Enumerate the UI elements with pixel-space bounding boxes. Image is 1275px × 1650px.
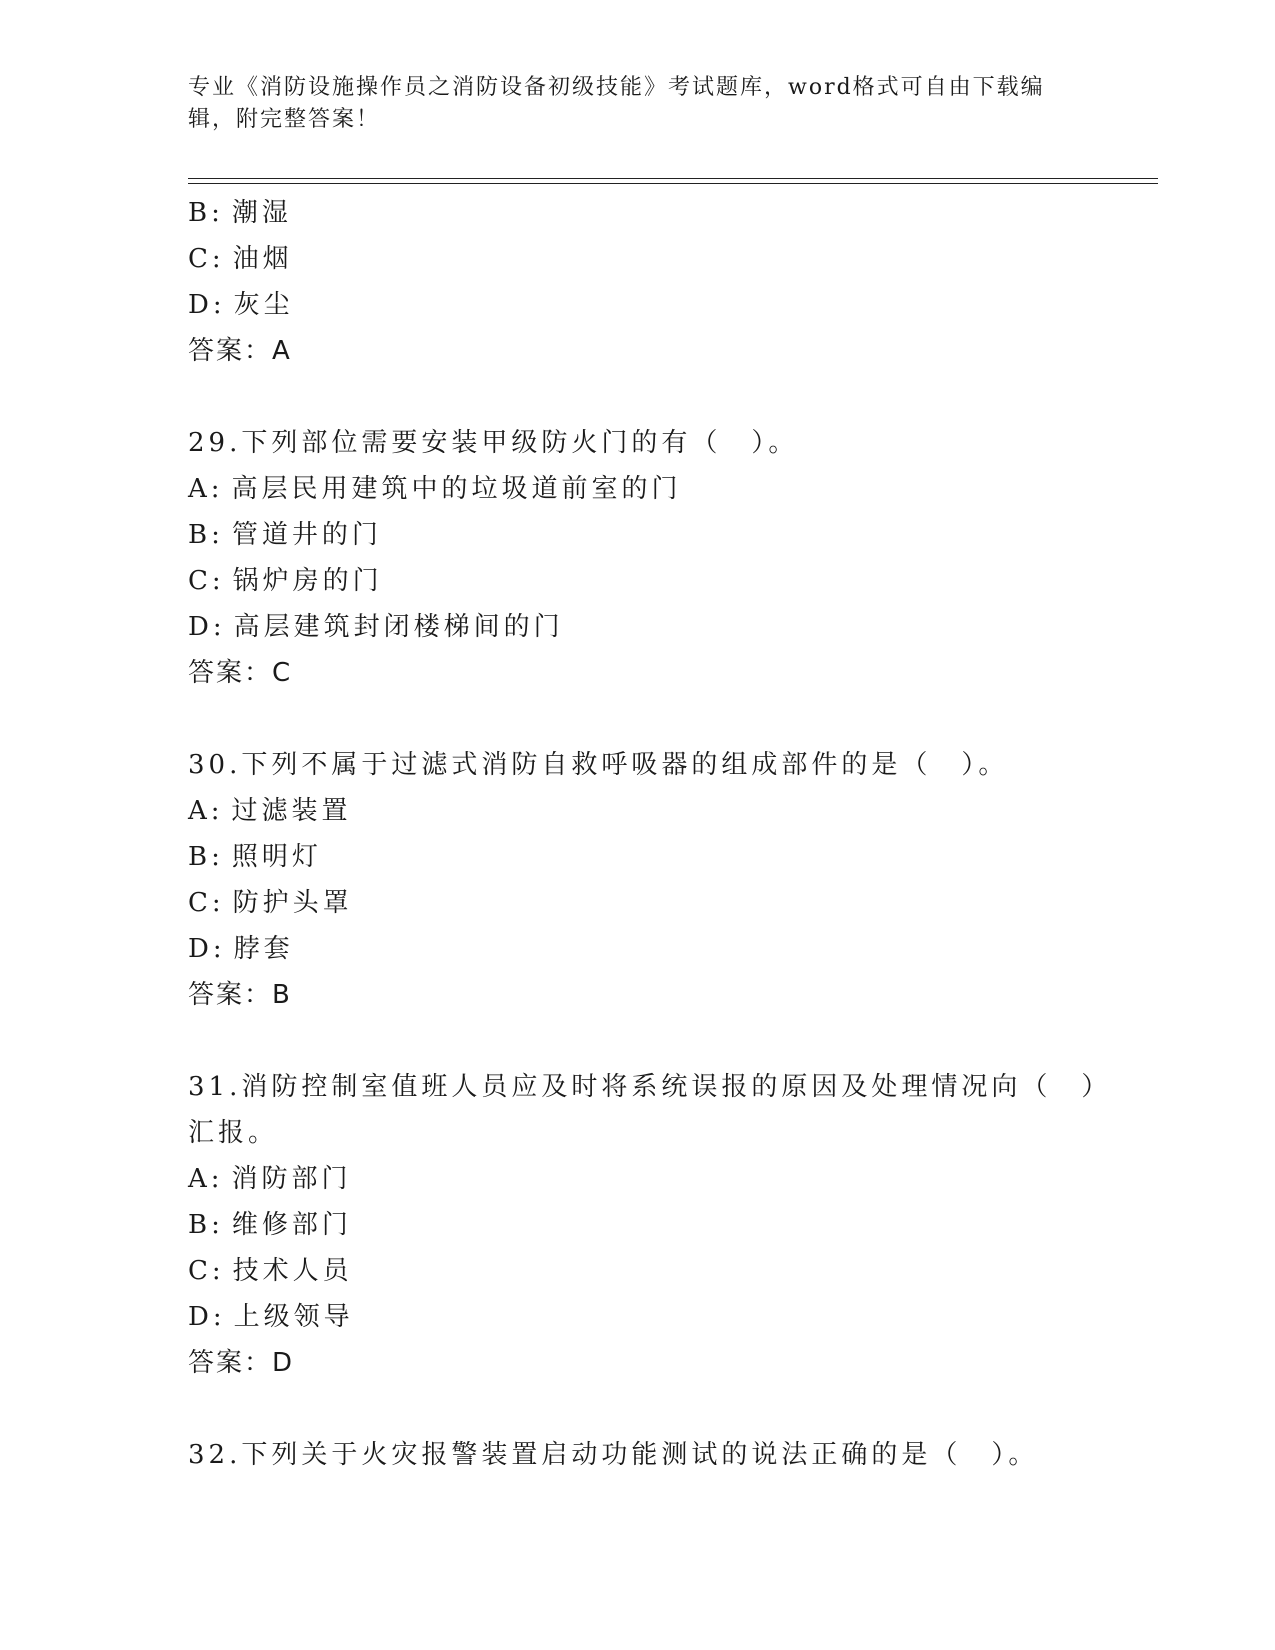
- spacer: [188, 1386, 1088, 1432]
- option-label: C:: [188, 1256, 225, 1286]
- option-text: 锅炉房的门: [232, 566, 383, 596]
- option-c: [188, 880, 1088, 926]
- option-text: 高层建筑封闭楼梯间的门: [233, 612, 564, 642]
- option-c: [188, 236, 1088, 282]
- option-text: 照明灯: [231, 842, 322, 872]
- answer-line: 答案：C: [188, 658, 293, 688]
- option-label: B:: [188, 1210, 224, 1240]
- option-text: 管道井的门: [231, 520, 382, 550]
- option-text: 高层民用建筑中的垃圾道前室的门: [231, 474, 682, 504]
- option-d: [188, 1294, 1088, 1340]
- document-header: [188, 72, 1068, 136]
- question-list: [188, 190, 1112, 1478]
- question-text: 30.下列不属于过滤式消防自救呼吸器的组成部件的是（ ）。: [188, 750, 1009, 780]
- option-c: [188, 1248, 1088, 1294]
- option-label: A:: [188, 1164, 224, 1194]
- option-text: 防护头罩: [232, 888, 353, 918]
- answer-line: 答案：A: [188, 336, 292, 366]
- option-d: [188, 282, 1088, 328]
- question-text-line-1: 31.消防控制室值班人员应及时将系统误报的原因及处理情况向（ ）: [188, 1072, 1112, 1102]
- header-divider-top: [188, 178, 1158, 179]
- question-text: 29.下列部位需要安装甲级防火门的有（ ）。: [188, 428, 799, 458]
- option-a: [188, 1156, 1088, 1202]
- option-d: [188, 926, 1088, 972]
- option-text: 消防部门: [231, 1164, 352, 1194]
- option-label: B:: [188, 198, 224, 228]
- answer-line: 答案：D: [188, 1348, 295, 1378]
- option-text: 过滤装置: [231, 796, 352, 826]
- answer-line: 答案：B: [188, 980, 292, 1010]
- prev-question-block: [188, 190, 1088, 374]
- header-line-2: 辑，附完整答案！: [188, 107, 381, 132]
- option-b: [188, 512, 1088, 558]
- option-label: D:: [188, 1302, 226, 1332]
- header-line-1: 专业《消防设施操作员之消防设备初级技能》考试题库，word格式可自由下载编: [188, 75, 1045, 100]
- question-text-line-2: 汇报。: [188, 1118, 279, 1148]
- question-text: 32.下列关于火灾报警装置启动功能测试的说法正确的是（ ）。: [188, 1440, 1039, 1470]
- question-30: [188, 742, 1088, 1018]
- option-label: C:: [188, 888, 225, 918]
- option-label: B:: [188, 520, 224, 550]
- option-label: D:: [188, 934, 226, 964]
- option-label: D:: [188, 290, 226, 320]
- question-29: [188, 420, 1088, 696]
- option-text: 脖套: [233, 934, 294, 964]
- option-text: 技术人员: [232, 1256, 353, 1286]
- question-32: [188, 1432, 1088, 1478]
- question-31: [188, 1064, 1112, 1386]
- option-label: D:: [188, 612, 226, 642]
- option-text: 维修部门: [231, 1210, 352, 1240]
- spacer: [188, 696, 1088, 742]
- option-d: [188, 604, 1088, 650]
- option-label: B:: [188, 842, 224, 872]
- header-divider-bottom: [188, 183, 1158, 184]
- option-text: 上级领导: [233, 1302, 354, 1332]
- option-label: C:: [188, 244, 225, 274]
- option-b: [188, 1202, 1088, 1248]
- option-label: C:: [188, 566, 225, 596]
- option-a: [188, 788, 1088, 834]
- option-text: 灰尘: [233, 290, 294, 320]
- option-label: A:: [188, 474, 224, 504]
- option-c: [188, 558, 1088, 604]
- option-text: 潮湿: [231, 198, 292, 228]
- option-b: [188, 834, 1088, 880]
- option-label: A:: [188, 796, 224, 826]
- spacer: [188, 374, 1088, 420]
- option-text: 油烟: [232, 244, 293, 274]
- option-a: [188, 466, 1088, 512]
- spacer: [188, 1018, 1088, 1064]
- option-b: [188, 190, 1088, 236]
